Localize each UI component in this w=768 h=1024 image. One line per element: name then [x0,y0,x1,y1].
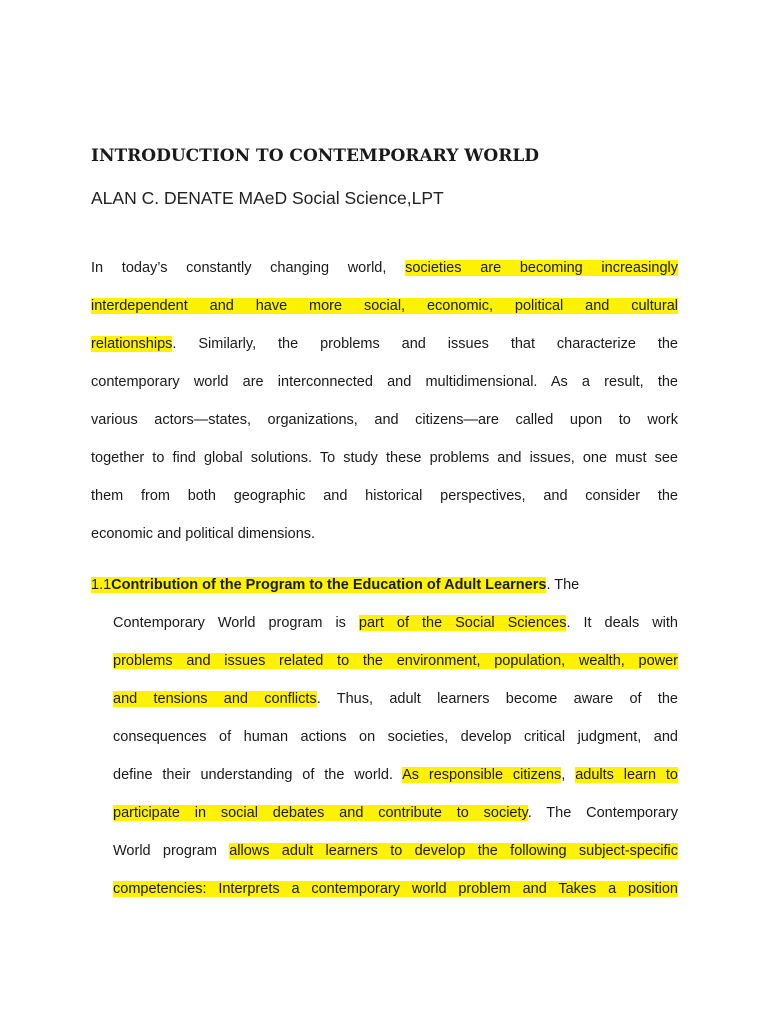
section-line [113,689,678,709]
section-heading: Contribution of the Program to the Education of Adult Learners [111,577,547,593]
paragraph-line: together to find global solutions. To study these problems and issues, one must see [91,450,678,466]
section-line [113,841,678,861]
paragraph-line: various actors—states, organizations, and citizens—are called upon to work [91,412,678,428]
text-run: . The [546,577,580,593]
text-run: In today’s constantly changing world, [91,260,406,276]
highlighted-text: allows adult learners to develop the following subject-specific [229,843,679,859]
highlighted-text: interdependent and have more social, economic, political and cultural [91,298,678,314]
text-run: , [561,767,576,783]
text-run: Contemporary World program is [113,615,359,631]
highlighted-text: relationships [91,336,173,352]
document-title: INTRODUCTION TO CONTEMPORARY WORLD [91,146,540,166]
highlighted-text: adults learn to [575,767,678,783]
text-run: . The Contemporary [527,805,678,821]
highlighted-text: problems and issues related to the environment, population, wealth, power [113,653,678,669]
paragraph-line [91,334,678,354]
paragraph-line: them from both geographic and historical perspectives, and consider the [91,488,678,504]
section-number: 1.1 [91,577,112,593]
highlighted-text: and tensions and conflicts [113,691,317,707]
highlighted-text: participate in social debates and contribute to society [113,805,528,821]
highlighted-text: part of the Social Sciences [358,615,567,631]
section-line [113,879,678,899]
paragraph-line [91,296,678,316]
text-run: . Thus, adult learners become aware of the [316,691,678,707]
section-line [113,765,678,785]
text-run: . It deals with [566,615,678,631]
highlighted-text: As responsible citizens [402,767,562,783]
section-line [113,803,678,823]
paragraph-line: contemporary world are interconnected and multidimensional. As a result, the [91,374,678,390]
text-run: define their understanding of the world. [113,767,403,783]
section-line [113,613,678,633]
paragraph-line: economic and political dimensions. [91,526,316,542]
highlighted-text: societies are becoming increasingly [405,260,678,276]
section-heading-line [91,575,678,595]
paragraph-line [91,258,678,278]
text-run: . Similarly, the problems and issues that characterize the [172,336,678,352]
author-line: ALAN C. DENATE MAeD Social Science,LPT [91,188,444,208]
section-line: consequences of human actions on societies, develop critical judgment, and [113,729,678,745]
highlighted-text: competencies: Interprets a contemporary world problem and Takes a position [113,881,678,897]
section-line [113,651,678,671]
text-run: World program [113,843,230,859]
